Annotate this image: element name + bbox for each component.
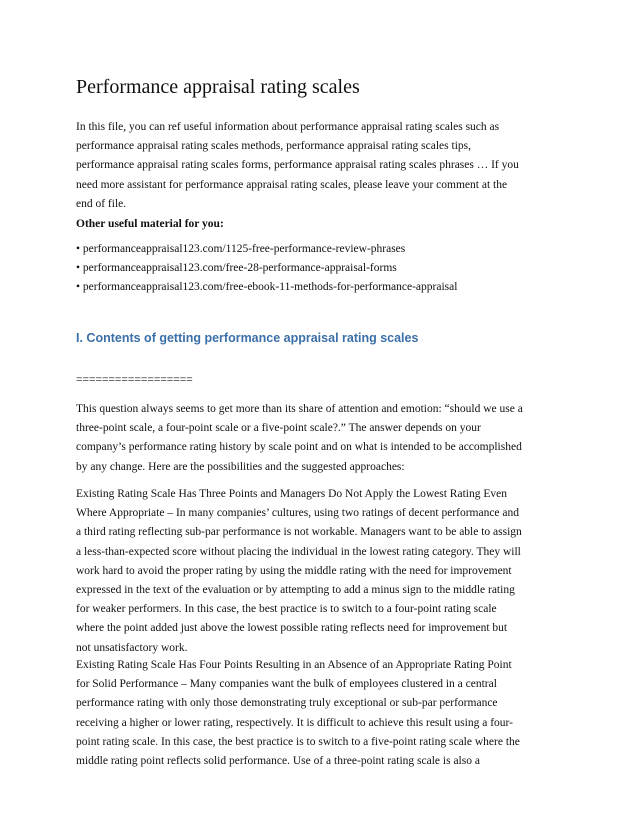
paragraph-line: middle rating point reflects solid performance. Use of a three-point rating scale is also a — [76, 754, 480, 767]
paragraph-line: performance rating with only those demonstrating truly exceptional or sub-par performance — [76, 697, 498, 710]
paragraph-2 — [76, 485, 570, 658]
paragraph-3 — [76, 656, 570, 771]
paragraph-line: expressed in the text of the evaluation or by attempting to add a minus sign to the middle rating — [76, 583, 515, 596]
separator-line: ================== — [76, 374, 193, 386]
paragraph-line: point rating scale. In this case, the best practice is to switch to a five-point rating scale where the — [76, 735, 520, 748]
paragraph-line: not unsatisfactory work. — [76, 641, 188, 654]
paragraph-1 — [76, 400, 570, 477]
paragraph-line: for weaker performers. In this case, the best practice is to switch to a four-point rating scale — [76, 603, 497, 616]
links-list — [76, 240, 570, 298]
paragraph-line: This question always seems to get more than its share of attention and emotion: “should we use a — [76, 403, 523, 415]
link-item[interactable]: • performanceappraisal123.com/1125-free-performance-review-phrases — [76, 243, 406, 255]
intro-line: performance appraisal rating scales forms, performance appraisal rating scales phrases … If you — [76, 159, 519, 172]
link-item[interactable]: • performanceappraisal123.com/free-28-performance-appraisal-forms — [76, 262, 397, 275]
intro-line: end of file. — [76, 197, 127, 210]
other-material-label: Other useful material for you: — [76, 218, 224, 230]
paragraph-line: receiving a higher or lower rating, respectively. It is difficult to achieve this result using a four- — [76, 716, 513, 729]
paragraph-line: for Solid Performance – Many companies want the bulk of employees clustered in a central — [76, 678, 497, 691]
paragraph-line: where the point added just above the lowest possible rating reflects need for improvement but — [76, 622, 508, 635]
paragraph-line: Where Appropriate – In many companies’ cultures, using two ratings of decent performance and — [76, 507, 520, 520]
paragraph-line: a third rating reflecting sub-par performance is not workable. Managers want to be able to assign — [76, 526, 522, 539]
link-item[interactable]: • performanceappraisal123.com/free-ebook-11-methods-for-performance-appraisal — [76, 281, 458, 294]
paragraph-line: a less-than-expected score without placing the individual in the lowest rating category. They will — [76, 545, 521, 558]
paragraph-line: by any change. Here are the possibilities and the suggested approaches: — [76, 460, 405, 473]
intro-line: performance appraisal rating scales methods, performance appraisal rating scales tips, — [76, 140, 471, 153]
intro-line: In this file, you can ref useful information about performance appraisal rating scales such as — [76, 121, 500, 133]
document-title: Performance appraisal rating scales — [76, 76, 360, 98]
paragraph-line: three-point scale, a four-point scale or a five-point scale?.” The answer depends on your — [76, 422, 481, 435]
section-heading: I. Contents of getting performance appraisal rating scales — [76, 331, 419, 345]
paragraph-line: work hard to avoid the proper rating by using the middle rating with the need for improvement — [76, 564, 512, 577]
paragraph-line: Existing Rating Scale Has Four Points Resulting in an Absence of an Appropriate Rating Point — [76, 659, 512, 671]
paragraph-line: Existing Rating Scale Has Three Points and Managers Do Not Apply the Lowest Rating Even — [76, 488, 507, 500]
intro-paragraph — [76, 118, 570, 214]
intro-line: need more assistant for performance appraisal rating scales, please leave your comment at the — [76, 178, 508, 191]
paragraph-line: company’s performance rating history by scale point and on what is intended to be accomplished — [76, 441, 522, 454]
